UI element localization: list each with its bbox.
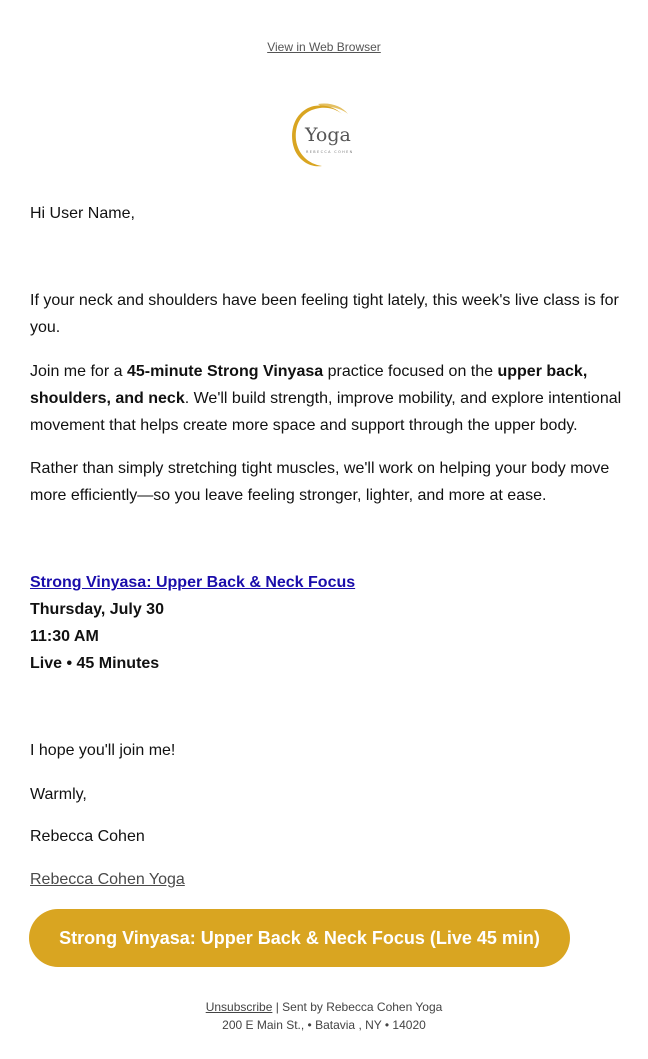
view-in-browser-row [0, 39, 648, 55]
cta-button[interactable]: Strong Vinyasa: Upper Back & Neck Focus (Live 45 min) [29, 909, 570, 967]
class-length-bold: 45-minute Strong Vinyasa [126, 363, 324, 380]
footer-sent-by: | Sent by Rebecca Cohen Yoga [272, 1000, 443, 1014]
event-title-link[interactable]: Strong Vinyasa: Upper Back & Neck Focus [30, 574, 356, 591]
focus-areas-bold: upper back, shoulders, and neck [30, 363, 588, 407]
yoga-logo [284, 100, 364, 172]
logo-word: Yoga [305, 124, 351, 146]
greeting: Hi User Name, [30, 205, 135, 222]
event-format: Live • 45 Minutes [30, 655, 160, 672]
logo-swoosh-icon [284, 100, 364, 172]
footer-address: 200 E Main St., • Batavia , NY • 14020 [222, 1018, 426, 1032]
unsubscribe-link[interactable]: Unsubscribe [205, 1000, 273, 1014]
event-time: 11:30 AM [30, 628, 99, 645]
brand-link-row [30, 866, 626, 893]
intro-paragraph: If your neck and shoulders have been feeling tight lately, this week's live class is for you. [30, 292, 619, 336]
join-paragraph: Join me for a 45-minute Strong Vinyasa practice focused on the upper back, shoulders, and neck. We'll build strength, improve mobility, and explore intentional movement that helps create more space and support through the upper body. [30, 363, 622, 434]
closing-warmly: Warmly, [30, 786, 87, 803]
signature-name: Rebecca Cohen [30, 828, 145, 845]
logo-subtext: REBECCA COHEN [306, 150, 354, 154]
view-in-browser-link[interactable]: View in Web Browser [267, 40, 381, 54]
event-date: Thursday, July 30 [30, 601, 164, 618]
event-title-row [30, 569, 626, 596]
footer-sent-by-row [0, 998, 648, 1016]
rather-paragraph: Rather than simply stretching tight muscles, we'll work on helping your body move more efficiently—so you leave feeling stronger, lighter, and more at ease. [30, 460, 610, 504]
closing-hope: I hope you'll join me! [30, 742, 176, 759]
brand-link[interactable]: Rebecca Cohen Yoga [30, 871, 185, 888]
